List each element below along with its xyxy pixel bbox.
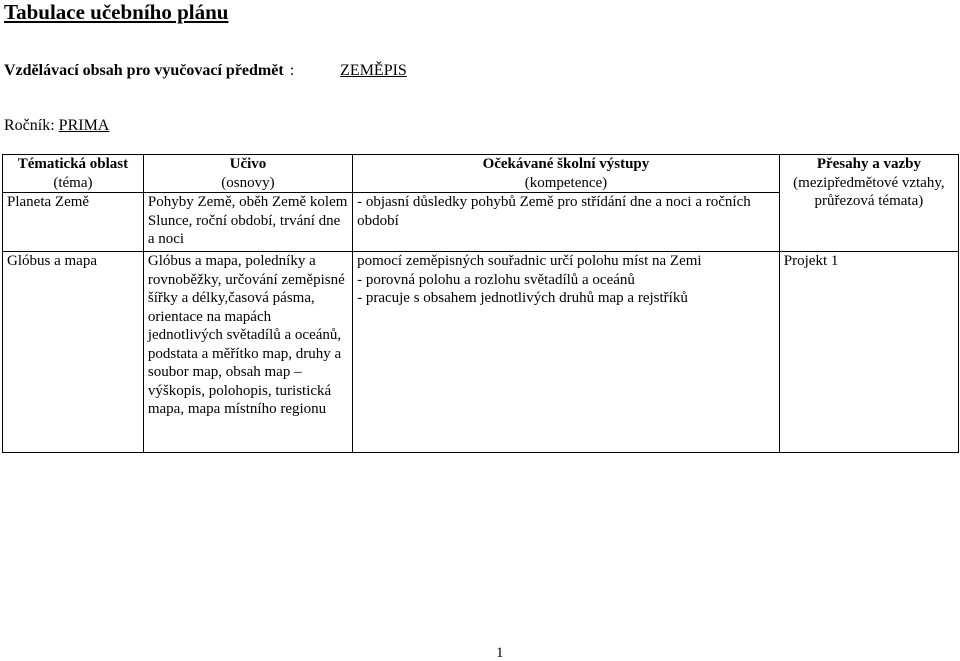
header-topic — [3, 155, 144, 193]
outcome-item: - porovná polohu a rozlohu světadílů a oceánů — [357, 271, 635, 288]
row-content: Pohyby Země, oběh Země kolem Slunce, roční období, trvání dne a noci — [143, 193, 352, 252]
grade-value: PRIMA — [58, 117, 110, 134]
outcome-item: - pracuje s obsahem jednotlivých druhů map a rejstříků — [357, 290, 688, 306]
header-outcomes — [353, 155, 780, 193]
row-topic: Planeta Země — [3, 193, 144, 252]
page-number: 1 — [496, 645, 504, 661]
grade-label: Ročník: — [4, 117, 59, 134]
row-outcomes — [353, 193, 780, 252]
header-outcomes-title: Očekávané školní výstupy — [482, 156, 650, 172]
subject-line — [4, 62, 437, 80]
outcome-item: pomocí zeměpisných souřadnic určí polohu míst na Zemi — [357, 253, 702, 269]
row-outcomes — [353, 252, 780, 453]
header-topic-sub: (téma) — [53, 174, 93, 191]
header-content — [143, 155, 352, 193]
header-overlap-sub: (mezipředmětové vztahy, průřezová témata) — [793, 174, 945, 209]
grade-line — [4, 117, 109, 135]
header-content-sub: (osnovy) — [221, 174, 275, 191]
row-overlap: Projekt 1 — [779, 252, 958, 453]
table-row — [3, 252, 959, 453]
subject-separator: : — [289, 62, 295, 79]
row-topic: Glóbus a mapa — [3, 252, 144, 453]
subject-value: ZEMĚPIS — [340, 62, 407, 79]
row-content: Glóbus a mapa, poledníky a rovnoběžky, určování zeměpisné šířky a délky,časová pásma, orientace na mapách jednotlivých světadílů a oceánů, podstata a měřítko map, druhy a soubor map, obsah map – výškopis, polohopis, turistická mapa, mapa místního regionu — [143, 252, 352, 453]
outcome-item: - objasní důsledky pohybů Země pro střídání dne a noci a ročních období — [357, 194, 751, 229]
subject-label: Vzdělávací obsah pro vyučovací předmět — [4, 62, 284, 79]
header-overlap — [779, 155, 958, 252]
header-content-title: Učivo — [229, 156, 267, 172]
header-outcomes-sub: (kompetence) — [524, 174, 608, 191]
header-overlap-title: Přesahy a vazby — [816, 156, 921, 172]
document-title: Tabulace učebního plánu — [4, 0, 229, 24]
header-topic-title: Tématická oblast — [17, 156, 129, 172]
table-header-row — [3, 155, 959, 193]
curriculum-table — [2, 154, 959, 453]
